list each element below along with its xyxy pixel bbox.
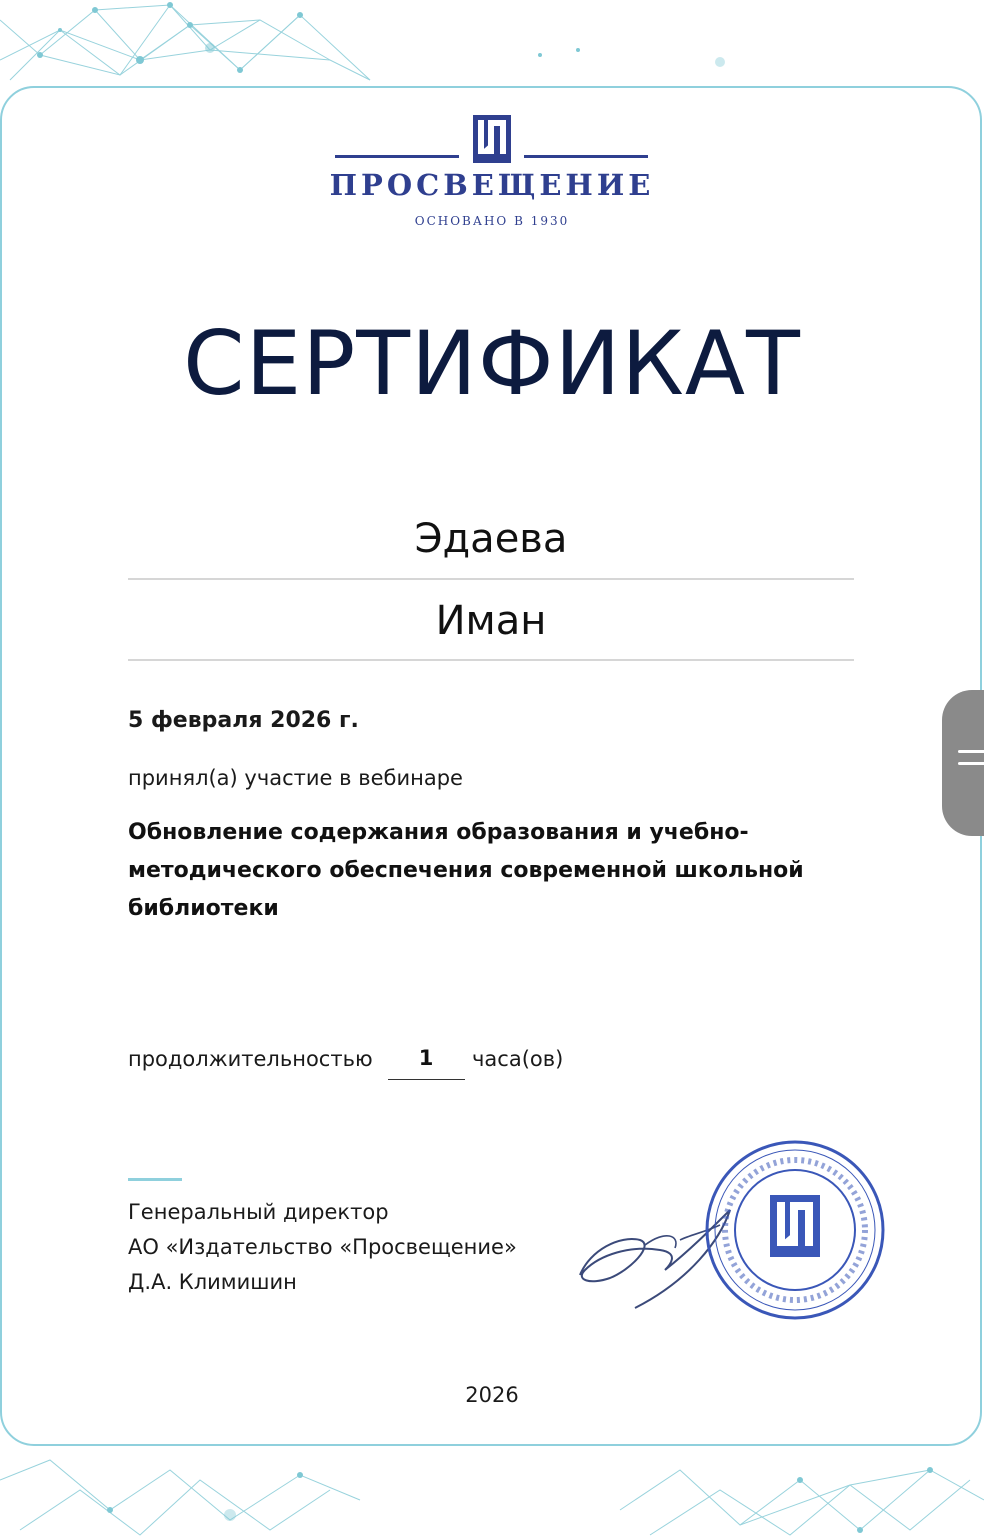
participation-text: принял(а) участие в вебинаре (128, 766, 463, 790)
logo-wordmark: ПРОСВЕЩЕНИЕ (329, 168, 655, 202)
surname-underline (128, 578, 854, 580)
certificate-title: СЕРТИФИКАТ (183, 312, 801, 415)
logo-line-right (524, 155, 648, 158)
logo-tagline: ОСНОВАНО В 1930 (414, 214, 570, 228)
handle-grip-bottom (958, 762, 984, 765)
given-name-underline (128, 659, 854, 661)
duration-unit: часа(ов) (472, 1047, 564, 1071)
event-date: 5 февраля 2026 г. (128, 708, 359, 733)
signer-accent-line (128, 1178, 182, 1181)
signer-position: Генеральный директор (128, 1200, 389, 1224)
duration-underline (388, 1079, 465, 1080)
logo-line-left (335, 155, 459, 158)
logo-emblem-icon (472, 114, 512, 164)
company-seal-stamp (700, 1135, 890, 1325)
duration-value: 1 (418, 1046, 434, 1070)
signer-name: Д.А. Климишин (128, 1270, 297, 1294)
handle-grip-top (958, 750, 984, 753)
certificate-year: 2026 (465, 1383, 519, 1407)
webinar-title: Обновление содержания образования и учебно-методического обеспечения современной школьной библиотеки (128, 820, 804, 921)
recipient-surname: Эдаева (414, 516, 568, 562)
signer-company: АО «Издательство «Просвещение» (128, 1235, 517, 1259)
recipient-given-name: Иман (435, 598, 547, 644)
duration-label: продолжительностью (128, 1047, 373, 1071)
side-panel-handle[interactable] (942, 690, 984, 836)
